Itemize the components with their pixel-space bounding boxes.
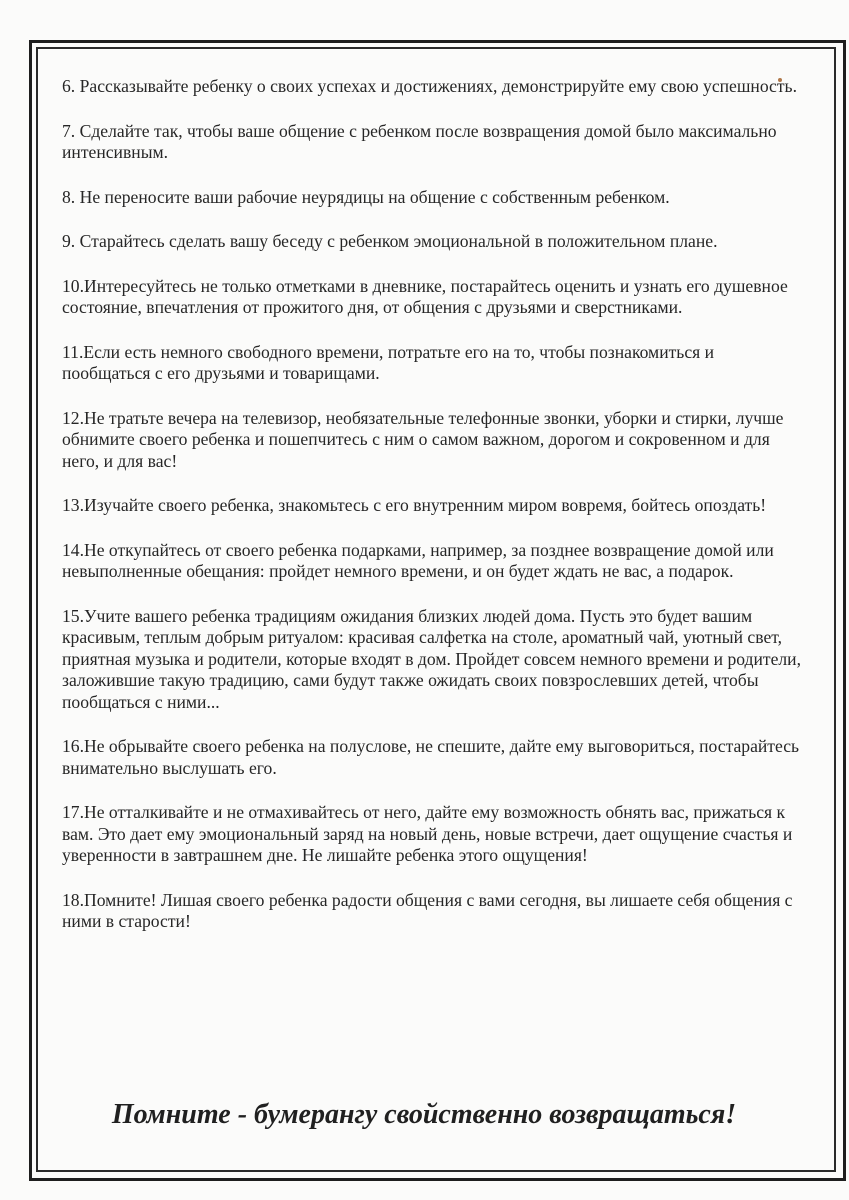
advice-item-8 — [62, 187, 804, 209]
item-text: Интересуйтесь не только отметками в дневнике, постарайтесь оценить и узнать его душевное состояние, впечатления от прожитого дня, от общения с друзьями и сверстниками. — [62, 275, 788, 317]
advice-list — [62, 76, 804, 956]
item-number: 10. — [62, 275, 84, 296]
item-number: 17. — [62, 802, 84, 822]
item-text: Не обрывайте своего ребенка на полуслове, не спешите, дайте ему выговориться, постарайтесь внимательно выслушать его. — [62, 736, 800, 778]
advice-item-6 — [62, 76, 804, 98]
item-number: 13. — [62, 495, 84, 515]
item-number: 14. — [62, 539, 84, 560]
advice-item-14 — [62, 540, 804, 583]
advice-item-17 — [62, 802, 804, 867]
item-number: 7. — [62, 120, 76, 141]
item-number: 11. — [62, 341, 84, 362]
item-number: 16. — [62, 736, 84, 756]
advice-item-18 — [62, 890, 804, 933]
advice-item-15 — [62, 606, 804, 714]
advice-item-9 — [62, 231, 804, 253]
advice-item-16 — [62, 736, 804, 779]
item-number: 12. — [62, 407, 84, 428]
advice-item-12 — [62, 408, 804, 473]
item-text: Учите вашего ребенка традициям ожидания близких людей дома. Пусть это будет вашим красивым, теплым добрым ритуалом: красивая салфетка на столе, ароматный чай, уютный свет, приятная музыка и родители, которые входят в дом. Пройдет совсем немного времени и родители, заложившие такую традицию, сами будут также ожидать своих повзрослевших детей, чтобы пообщаться с ними... — [62, 605, 801, 712]
item-text: Если есть немного свободного времени, потратьте его на то, чтобы познакомиться и пообщаться с его друзьями и товарищами. — [62, 341, 715, 383]
item-text: Не откупайтесь от своего ребенка подарками, например, за позднее возвращение домой или невыполненные обещания: пройдет немного времени, и он будет ждать не вас, а подарок. — [62, 539, 774, 581]
advice-item-7 — [62, 121, 804, 164]
item-text: Не переносите ваши рабочие неурядицы на общение с собственным ребенком. — [79, 186, 670, 207]
closing-slogan: Помните - бумерангу свойственно возвращаться! — [111, 1099, 737, 1130]
item-number: 9. — [62, 231, 76, 251]
advice-item-11 — [62, 342, 804, 385]
item-text: Изучайте своего ребенка, знакомьтесь с его внутренним миром вовремя, бойтесь опоздать! — [84, 495, 767, 515]
item-text: Помните! Лишая своего ребенка радости общения с вами сегодня, вы лишаете себя общения с ними в старости! — [62, 889, 793, 931]
advice-item-10 — [62, 276, 804, 319]
item-number: 18. — [62, 889, 84, 910]
item-number: 6. — [62, 76, 76, 96]
item-number: 15. — [62, 605, 84, 626]
item-text: Сделайте так, чтобы ваше общение с ребенком после возвращения домой было максимально интенсивным. — [62, 120, 777, 162]
advice-item-13 — [62, 495, 804, 517]
item-text: Не тратьте вечера на телевизор, необязательные телефонные звонки, уборки и стирки, лучше обнимите своего ребенка и пошепчитесь с ним о самом важном, дорогом и сокровенном и для него, и для вас! — [62, 407, 784, 471]
item-text: Рассказывайте ребенку о своих успехах и достижениях, демонстрируйте ему свою успешность. — [79, 76, 797, 96]
item-text: Старайтесь сделать вашу беседу с ребенком эмоциональной в положительном плане. — [79, 231, 718, 251]
item-text: Не отталкивайте и не отмахивайтесь от него, дайте ему возможность обнять вас, прижаться к вам. Это дает ему эмоциональный заряд на новый день, новые встречи, дает ощущение счастья и уверенности в завтрашнем дне. Не лишайте ребенка этого ощущения! — [62, 802, 793, 865]
item-number: 8. — [62, 186, 76, 207]
